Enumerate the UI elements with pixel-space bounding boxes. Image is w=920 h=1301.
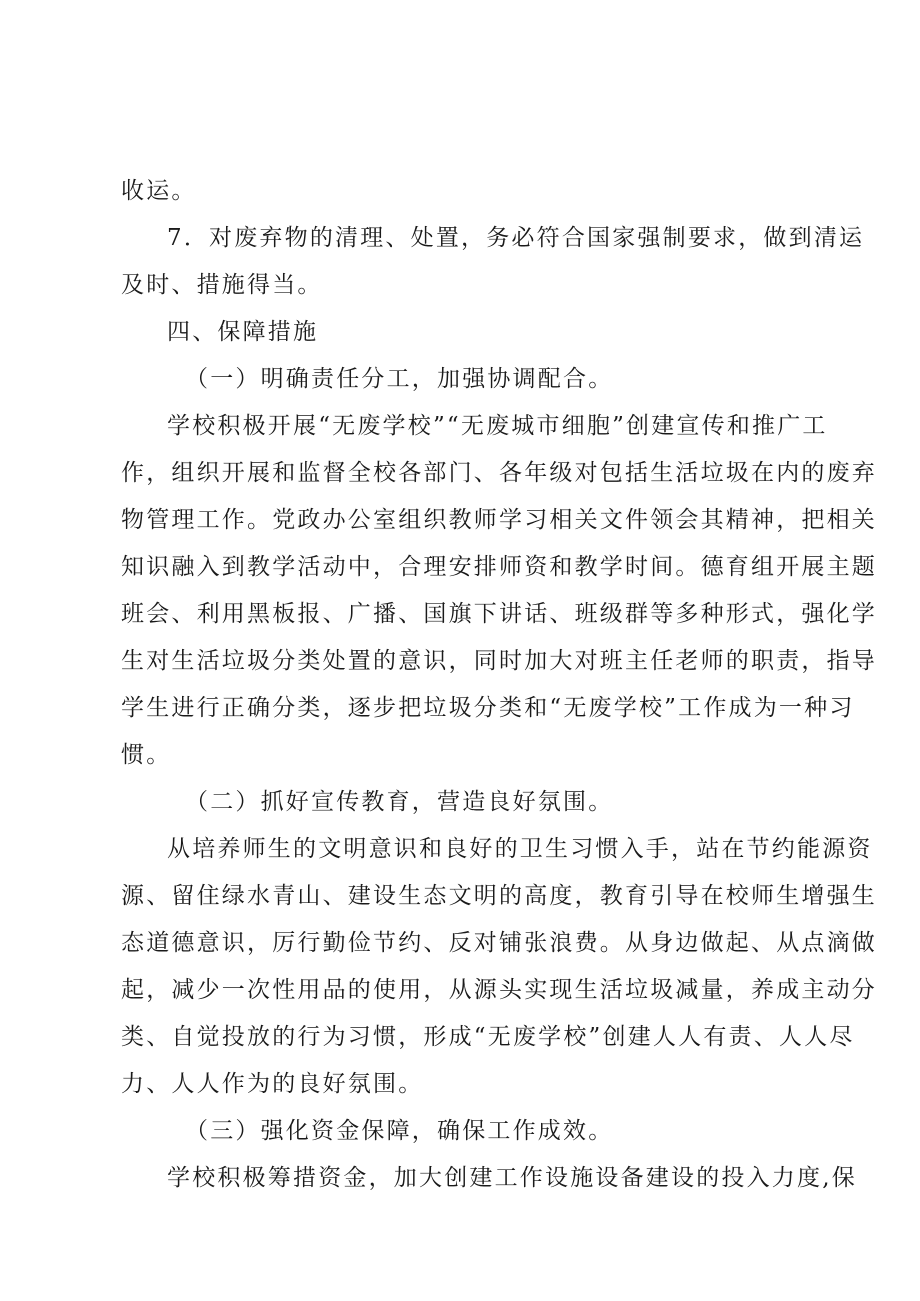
paragraph-body-3 [121,1155,857,1202]
text-line: 态道德意识，厉行勤俭节约、反对铺张浪费。从身边做起、从点滴做 [121,930,877,956]
text-line: 7．对废弃物的清理、处置，务必符合国家强制要求，做到清运 [167,225,865,251]
text-line: 学生进行正确分类，逐步把垃圾分类和“无废学校”工作成为一种习 [121,695,855,721]
text-line: （一）明确责任分工，加强协调配合。 [185,366,614,392]
text-line: 作，组织开展和监督全校各部门、各年级对包括生活垃圾在内的废弃 [121,460,877,486]
text-line: 生对生活垃圾分类处置的意识，同时加大对班主任老师的职责，指导 [121,648,877,674]
text-line: （三）强化资金保障，确保工作成效。 [185,1118,614,1144]
text-line: 班会、利用黑板报、广播、国旗下讲话、班级群等多种形式，强化学 [121,601,877,627]
text-line: 惯。 [121,742,172,768]
text-line: 及时、措施得当。 [121,272,323,298]
text-line: 四、保障措施 [167,319,319,345]
document-body [121,168,877,1202]
paragraph-continuation [121,168,813,215]
sub-heading-2 [121,779,813,826]
text-line: 类、自觉投放的行为习惯，形成“无废学校”创建人人有责、人人尽 [121,1024,855,1050]
text-line: 物管理工作。党政办公室组织教师学习相关文件领会其精神，把相关 [121,507,877,533]
sub-heading-1 [121,356,813,403]
text-line: 知识融入到教学活动中，合理安排师资和教学时间。德育组开展主题 [121,554,877,580]
text-line: 源、留住绿水青山、建设生态文明的高度，教育引导在校师生增强生 [121,883,877,909]
text-line: 学校积极开展“无废学校”“无废城市细胞”创建宣传和推广工 [167,413,828,439]
text-line: 从培养师生的文明意识和良好的卫生习惯入手，站在节约能源资 [167,836,873,862]
paragraph-body-2 [121,826,877,1108]
sub-heading-3 [121,1108,813,1155]
section-heading [121,309,813,356]
text-line: 学校积极筹措资金，加大创建工作设施设备建设的投入力度,保 [167,1165,857,1191]
text-line: 收运。 [121,178,197,204]
paragraph-body-1 [121,403,877,779]
paragraph-item-7 [121,215,865,309]
text-line: （二）抓好宣传教育，营造良好氛围。 [185,789,614,815]
text-line: 力、人人作为的良好氛围。 [121,1071,424,1097]
text-line: 起，减少一次性用品的使用，从源头实现生活垃圾减量，养成主动分 [121,977,877,1003]
